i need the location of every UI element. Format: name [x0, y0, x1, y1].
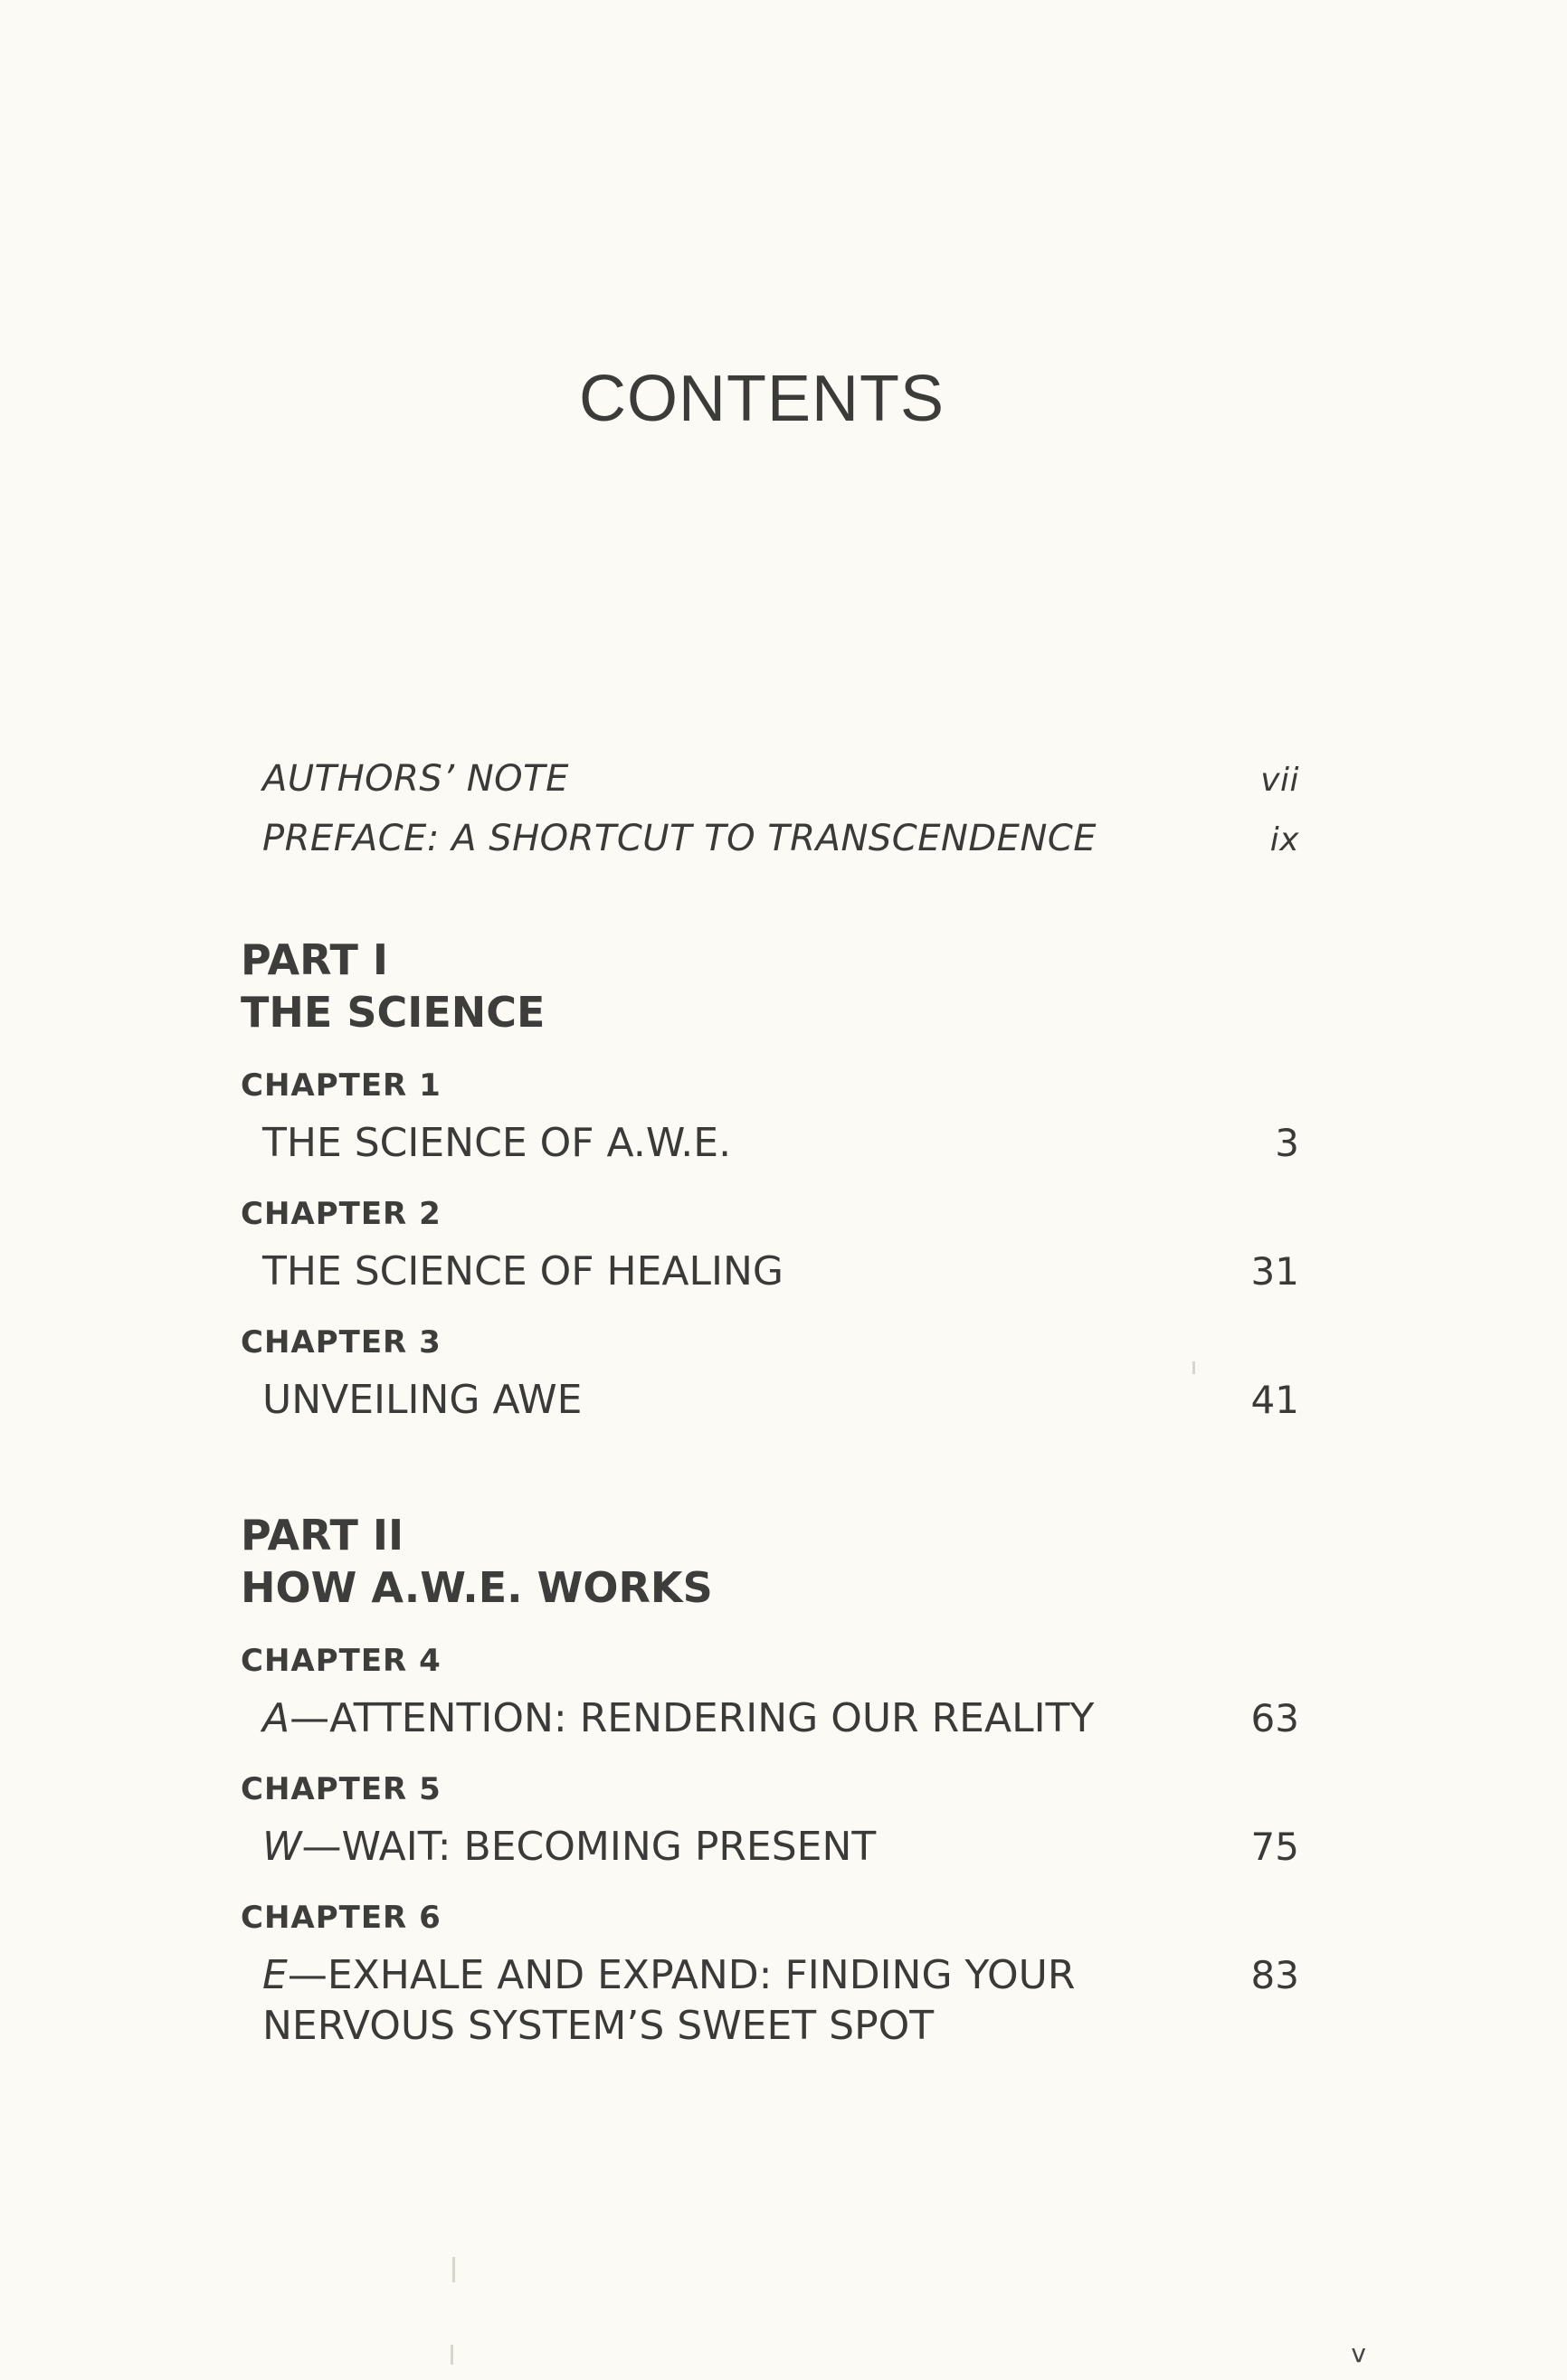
entry-title [262, 1693, 1094, 1744]
chapter-label: CHAPTER 2 [241, 1196, 442, 1232]
entry-title: PREFACE: A SHORTCUT TO TRANSCENDENCE [262, 818, 1097, 859]
part-1-heading [241, 934, 545, 1038]
chapter-letter: E [262, 1952, 288, 1998]
entry-title [262, 1822, 876, 1873]
scan-speck [1192, 1361, 1195, 1374]
entry-title: AUTHORS’ NOTE [262, 758, 569, 800]
entry-page-number: ix [1269, 821, 1299, 858]
chapter-label: CHAPTER 4 [241, 1643, 442, 1679]
toc-entry-chapter-4[interactable] [262, 1693, 1299, 1744]
entry-page-number: 83 [1250, 1953, 1299, 1997]
entry-title [262, 1950, 1075, 2052]
scan-speck [451, 2345, 453, 2365]
entry-page-number: 31 [1250, 1249, 1299, 1294]
toc-entry-chapter-5[interactable] [262, 1822, 1299, 1873]
chapter-label: CHAPTER 6 [241, 1900, 442, 1936]
chapter-title-line2: NERVOUS SYSTEM’S SWEET SPOT [262, 2003, 935, 2049]
chapter-label: CHAPTER 3 [241, 1324, 442, 1361]
chapter-title-text: —ATTENTION: RENDERING OUR REALITY [290, 1695, 1095, 1741]
page-title: CONTENTS [579, 363, 945, 435]
part-title: HOW A.W.E. WORKS [241, 1563, 713, 1612]
chapter-title-text: UNVEILING AWE [262, 1377, 583, 1423]
toc-entry-preface[interactable] [262, 818, 1299, 859]
chapter-letter: W [262, 1824, 302, 1870]
entry-title [262, 1247, 784, 1297]
chapter-label: CHAPTER 5 [241, 1771, 442, 1807]
scan-speck [452, 2257, 455, 2282]
entry-page-number: 3 [1275, 1121, 1299, 1165]
entry-title [262, 1118, 731, 1169]
part-title: THE SCIENCE [241, 988, 546, 1037]
toc-entry-chapter-2[interactable] [262, 1247, 1299, 1297]
toc-entry-chapter-3[interactable] [262, 1375, 1299, 1426]
toc-entry-chapter-6[interactable] [262, 1950, 1299, 2052]
chapter-letter: A [262, 1695, 290, 1741]
entry-page-number: 75 [1250, 1825, 1299, 1869]
part-label: PART II [241, 1511, 404, 1560]
chapter-title-text: THE SCIENCE OF A.W.E. [262, 1120, 732, 1166]
chapter-title-text: THE SCIENCE OF HEALING [262, 1248, 784, 1294]
chapter-title-text: —EXHALE AND EXPAND: FINDING YOUR [287, 1952, 1076, 1998]
toc-entry-chapter-1[interactable] [262, 1118, 1299, 1169]
part-label: PART I [241, 935, 388, 984]
entry-page-number: vii [1260, 762, 1299, 799]
entry-page-number: 63 [1250, 1696, 1299, 1740]
chapter-title-text: —WAIT: BECOMING PRESENT [301, 1824, 877, 1870]
page-number-folio: v [1351, 2338, 1366, 2368]
chapter-label: CHAPTER 1 [241, 1067, 442, 1104]
entry-page-number: 41 [1250, 1378, 1299, 1422]
entry-title [262, 1375, 582, 1426]
part-2-heading [241, 1509, 713, 1614]
toc-entry-authors-note[interactable] [262, 758, 1299, 800]
